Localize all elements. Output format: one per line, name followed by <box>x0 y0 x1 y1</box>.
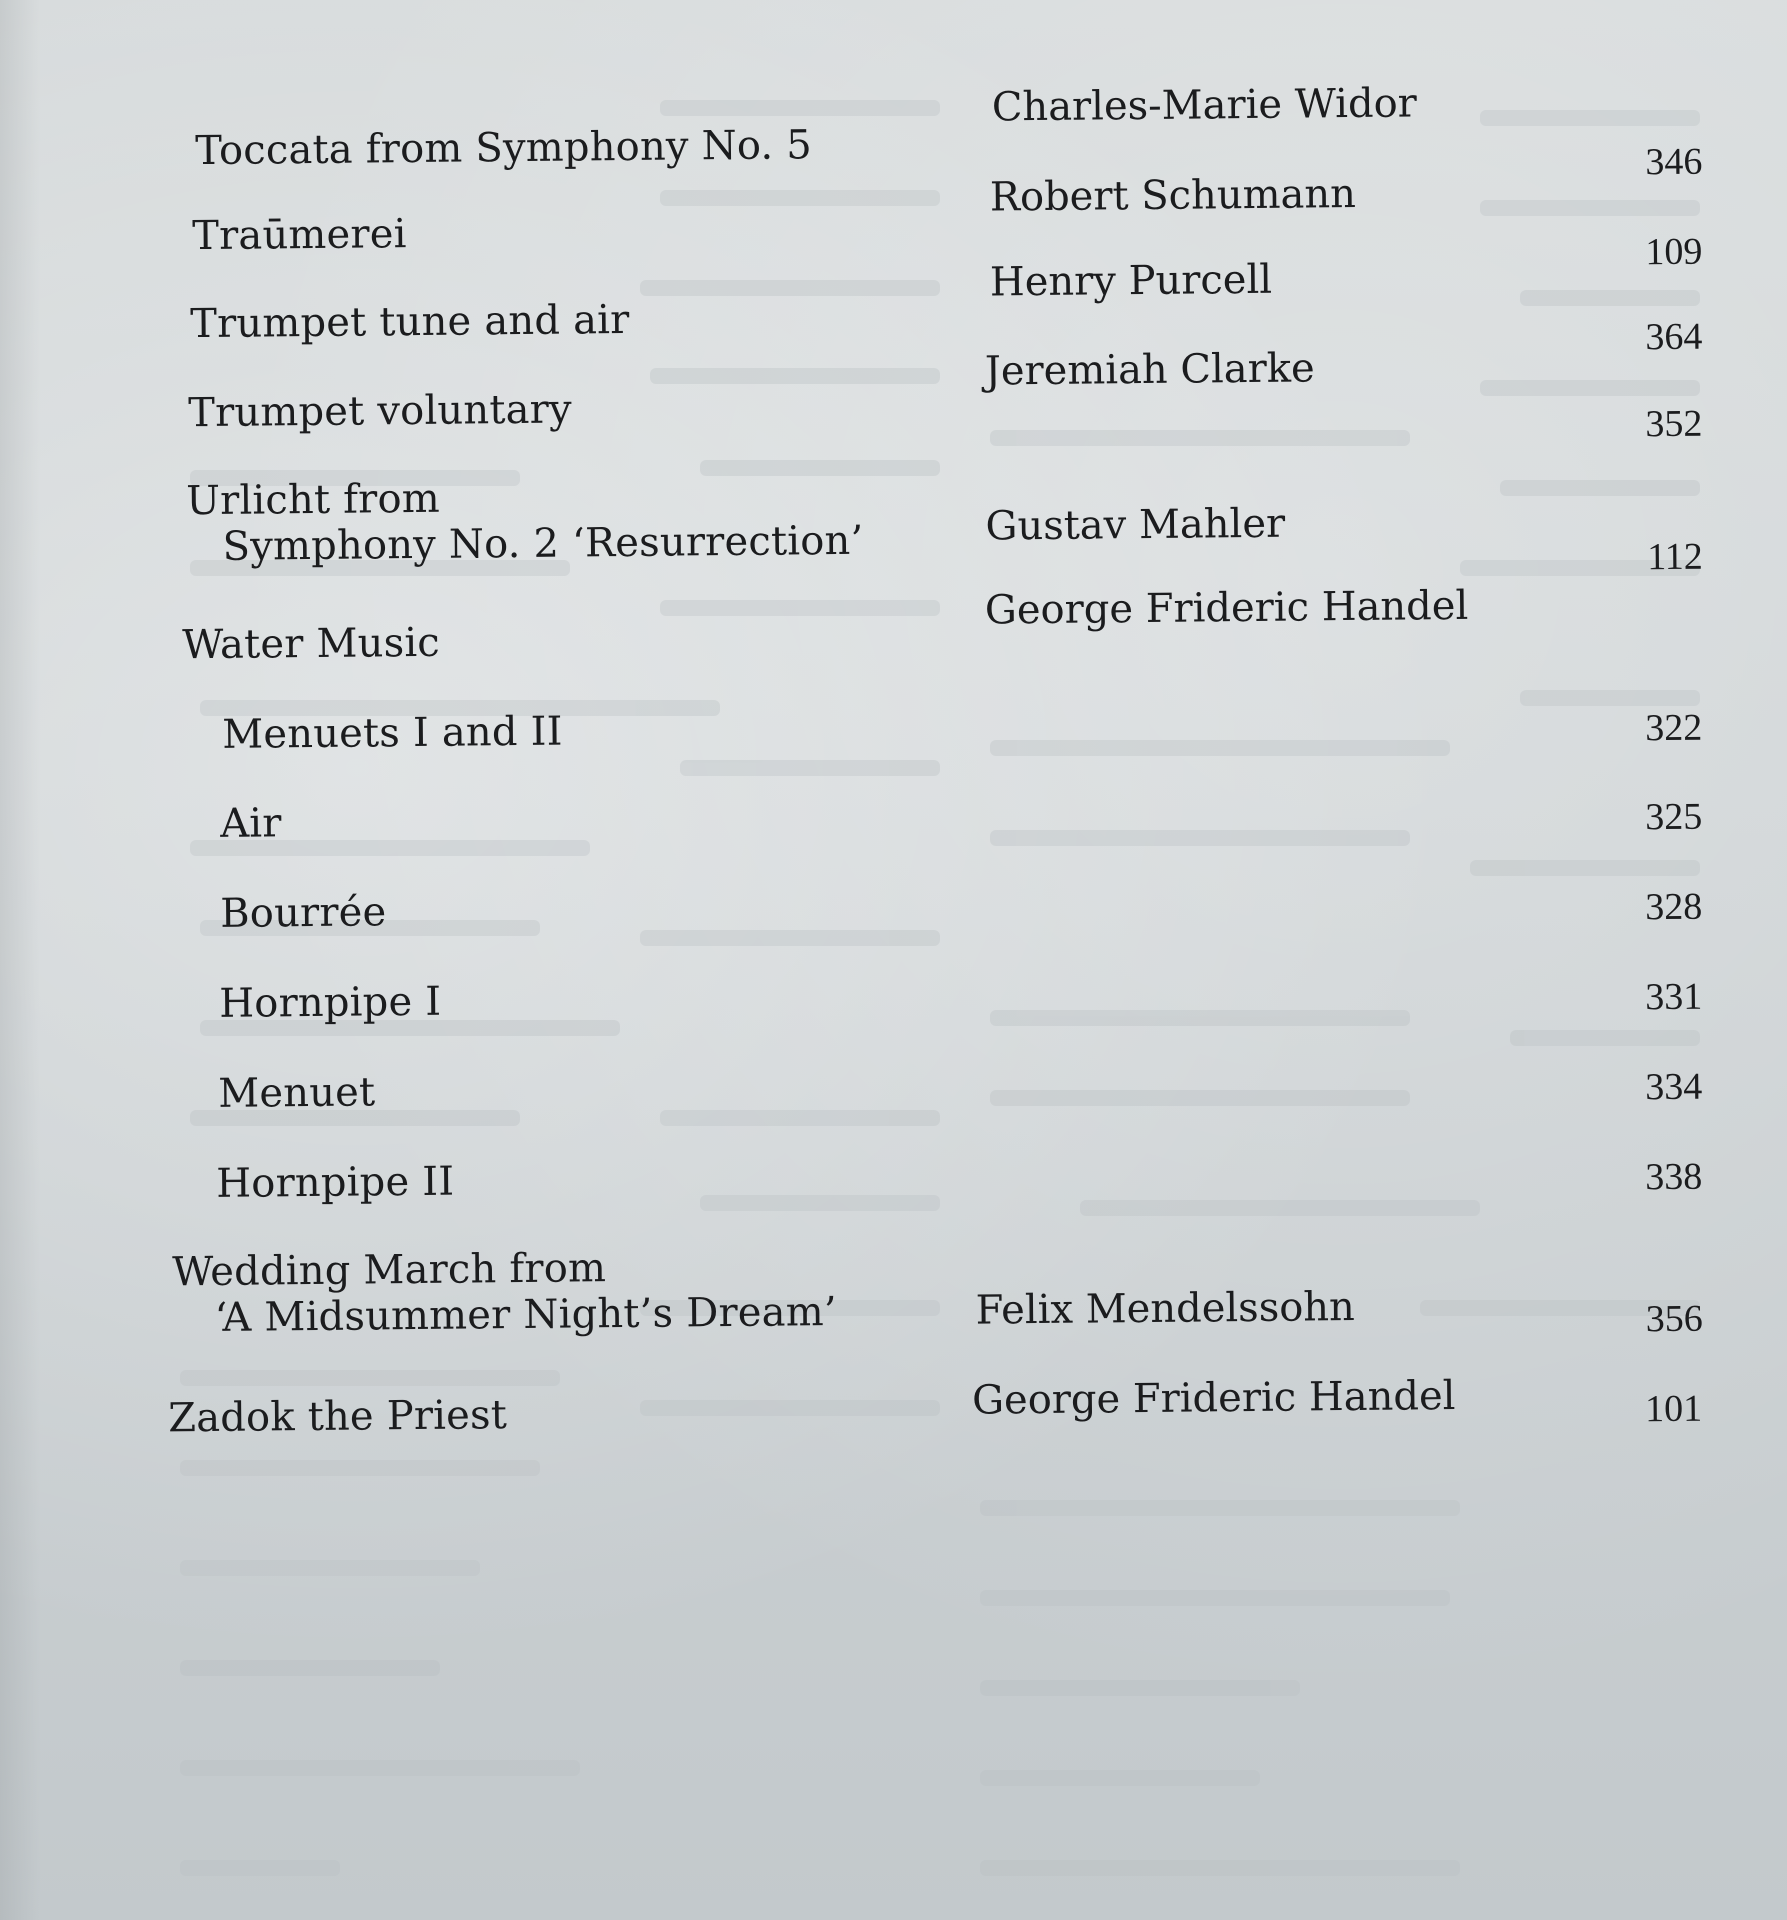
entry-page-number: 338 <box>1645 1155 1703 1199</box>
index-subentry <box>0 966 1787 1027</box>
entry-page-number: 331 <box>1645 975 1703 1019</box>
entry-page-number: 101 <box>1644 1387 1703 1431</box>
entry-page-number: 334 <box>1645 1065 1703 1109</box>
entry-title: Urlicht from <box>185 475 441 525</box>
index-subentry <box>0 1146 1787 1207</box>
entry-composer: Henry Purcell <box>989 256 1273 306</box>
entry-title: Air <box>219 800 282 847</box>
entry-page-number: 328 <box>1645 885 1703 929</box>
entry-composer: Felix Mendelssohn <box>975 1283 1356 1334</box>
entry-title-block <box>186 472 864 570</box>
index-entry <box>0 1234 1787 1341</box>
entry-page-number: 352 <box>1645 402 1703 446</box>
index-subentry <box>0 786 1787 847</box>
index-entry <box>0 463 1787 579</box>
entry-title-line2: ‘A Midsummer Night’s Dream’ <box>214 1288 837 1341</box>
entry-composer: George Frideric Handel <box>984 582 1469 634</box>
entry-composer: Gustav Mahler <box>985 500 1286 550</box>
entry-page-number: 109 <box>1645 230 1703 274</box>
entry-composer: Charles-Marie Widor <box>991 80 1417 131</box>
index-entry <box>0 170 1787 274</box>
entry-title: Water Music <box>181 619 441 669</box>
index-entry-heading <box>0 582 1787 669</box>
entry-title: Bourrée <box>219 889 387 937</box>
entry-page-number: 364 <box>1645 315 1703 359</box>
index-subentry <box>0 876 1787 937</box>
index-entry <box>0 80 1787 184</box>
index-subentry <box>0 697 1787 758</box>
entry-title: Wedding March from <box>171 1245 607 1296</box>
entry-title-block <box>172 1243 837 1341</box>
entry-title: Trumpet tune and air <box>189 296 630 348</box>
entry-composer: Robert Schumann <box>989 170 1357 221</box>
entry-page-number: 322 <box>1645 706 1703 750</box>
entry-page-number: 325 <box>1645 795 1703 839</box>
entry-title: Zadok the Priest <box>167 1392 508 1442</box>
entry-title: Hornpipe I <box>218 978 442 1027</box>
entry-composer: Jeremiah Clarke <box>984 345 1315 395</box>
entry-title: Trumpet voluntary <box>187 386 573 437</box>
index-subentry <box>0 1056 1787 1117</box>
index-entry <box>0 345 1787 446</box>
entry-composer: George Frideric Handel <box>971 1373 1456 1424</box>
index-entry <box>0 256 1787 359</box>
entry-page-number: 346 <box>1645 140 1703 184</box>
index-entry <box>0 1373 1787 1442</box>
entry-title: Menuet <box>217 1069 376 1117</box>
entry-title-line2: Symphony No. 2 ‘Resurrection’ <box>222 517 864 570</box>
entry-page-number: 356 <box>1645 1297 1703 1341</box>
entry-title: Traūmerei <box>191 211 407 260</box>
entry-title: Hornpipe II <box>215 1158 455 1207</box>
entry-title: Menuets I and II <box>221 708 563 758</box>
entry-page-number: 112 <box>1647 535 1704 579</box>
entry-title: Toccata from Symphony No. 5 <box>194 122 813 175</box>
